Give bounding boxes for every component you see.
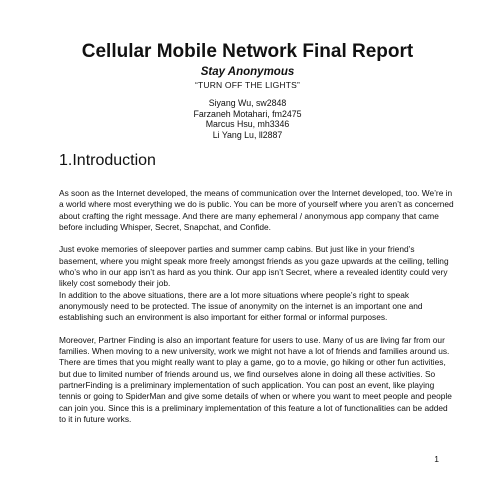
document-title: Cellular Mobile Network Final Report [81, 41, 414, 62]
body-paragraph: In addition to the above situations, there are a lot more situations where people’s right to speak anonymously need to be protected. The issue of anonymity on the internet is an important one and establishing such an environment is also important for either formal or informal purposes. [59, 289, 423, 323]
document-subtitle: Stay Anonymous [200, 66, 295, 78]
author-list [0, 98, 495, 140]
body-paragraph: Moreover, Partner Finding is also an important feature for users to use. Many of us are living far from our families. When moving to a new university, work we might not have a lot of friends and families around us. There are times that you might really want to play a game, go to a movie, go hiking or other fun activities, but due to limited number of friends around us, we find ourselves alone in doing all these activities. So partnerFinding is a preliminary implementation of such application. You can post an event, like playing tennis or going to SpiderMan and give some details of when or where you want to meet people and people can join you. Since this is a preliminary implementation of this feature a lot of functionalities can be added to it in future works. [59, 334, 452, 424]
author-line: Li Yang Lu, ll2887 [212, 129, 283, 140]
document-tagline: “TURN OFF THE LIGHTS” [194, 80, 301, 90]
body-paragraph: As soon as the Internet developed, the means of communication over the Internet developed, too. We’re in a world where most everything we do is public. You can be more of yourself where you aren’t as concerned about crafting the right message. And there are many ephemeral / anonymous app company that came before including Whisper, Secret, Snapchat, and Confide. [59, 188, 454, 232]
author-line: Siyang Wu, sw2848 [208, 98, 287, 108]
section-heading-introduction: 1.Introduction [59, 152, 156, 169]
page-number: 1 [434, 454, 439, 464]
introduction-body [59, 188, 454, 437]
body-paragraph: Just evoke memories of sleepover parties and summer camp cabins. But just like in your friend’s basement, where you might speak more freely amongst friends as you gaze upwards at the ceiling, telling who’s who in our app isn’t as hard as you think. Our app isn’t Secret, where a revealed identity could very likely cost somebody their job. [59, 244, 449, 289]
author-line: Marcus Hsu, mh3346 [205, 119, 290, 130]
author-line: Farzaneh Motahari, fm2475 [193, 108, 302, 119]
